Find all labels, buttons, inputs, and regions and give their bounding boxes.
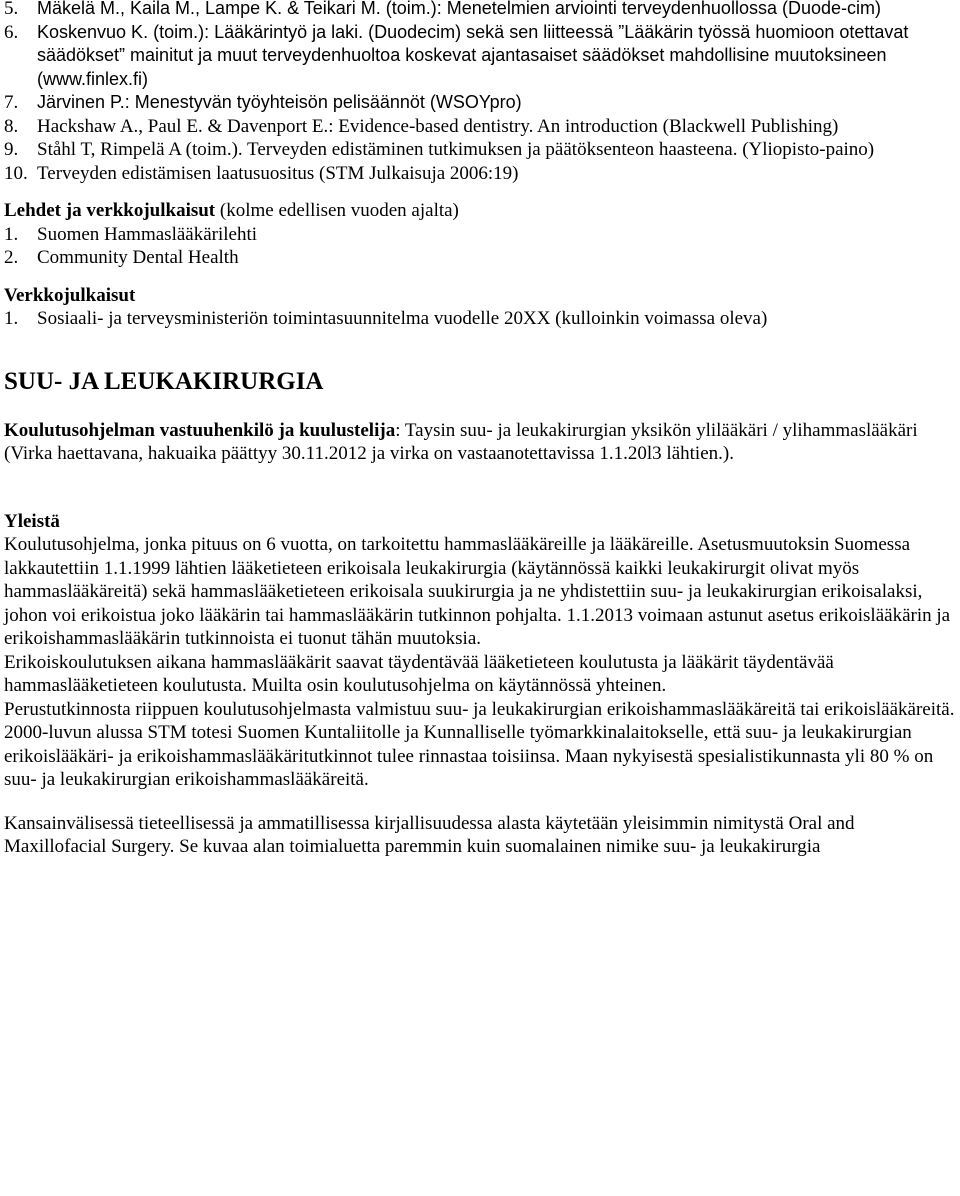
reference-item [4,115,956,139]
reference-list [4,0,956,185]
journal-item [4,223,956,247]
list-number: 6. [4,21,19,43]
journals-heading [4,199,956,223]
responsible-paragraph [4,419,956,466]
reference-item [4,21,956,92]
list-number: 1. [4,308,19,329]
general-paragraph: Koulutusohjelma, jonka pituus on 6 vuotta, on tarkoitettu hammaslääkäreille ja lääkäreille. Asetusmuutoksin Suomessa lakkautettiin 1.1.1999 lähtien lääketieteen erikoisala leukakirurgia (käytännössä kaikki leukakirurgit olivat myös hammaslääkäreitä) sekä hammaslääketieteen erikoisala suukirurgia ja ne yhdistettiin suu- ja leukakirurgian erikoisalaksi, johon voi erikoistua joko lääkärin tai hammaslääkärin tutkinnon pohjalta. 1.1.2013 voimaan astunut asetus erikoislääkärin ja erikoishammaslääkärin tutkinnoista ei tuonut tähän muutoksia. [4,534,951,649]
reference-item [4,0,956,21]
general-heading: Yleistä [4,510,60,532]
online-text: Sosiaali- ja terveysministeriön toimintasuunnitelma vuodelle 20XX (kulloinkin voimassa oleva) [37,308,768,329]
journals-heading-rest: (kolme edellisen vuoden ajalta) [215,200,459,221]
final-paragraph: Kansainvälisessä tieteellisessä ja ammatillisessa kirjallisuudessa alasta käytetään yleisimmin nimitystä Oral and Maxillofacial Surgery. Se kuvaa alan toimialuetta paremmin kuin suomalainen nimike suu- ja leukakirurgia [4,812,855,857]
list-number: 2. [4,247,19,268]
journals-heading-bold: Lehdet ja verkkojulkaisut [4,200,216,221]
responsible-label: Koulutusohjelman vastuuhenkilö ja kuulustelija [4,419,396,441]
general-paragraph: Erikoiskoulutuksen aikana hammaslääkärit saavat täydentävää lääketieteen koulutusta ja lääkärit täydentävää hammaslääketieteen koulutusta. Muilta osin koulutusohjelma on käytännössä yhteinen. [4,651,834,696]
list-number: 5. [4,0,19,19]
online-item [4,307,956,331]
reference-item [4,162,956,186]
reference-text: Terveyden edistämisen laatusuositus (STM Julkaisuja 2006:19) [37,162,519,184]
reference-item [4,138,956,162]
reference-text: Koskenvuo K. (toim.): Lääkärintyö ja laki. (Duodecim) sekä sen liitteessä ”Lääkärin työssä huomioon otettavat säädökset” mainitut ja muut terveydenhuoltoa koskevat ajantasaiset säädökset mahdollisine muutoksineen (www.finlex.fi) [37,21,909,89]
reference-item [4,91,956,115]
document-page [4,0,956,859]
reference-text: Mäkelä M., Kaila M., Lampe K. & Teikari M. (toim.): Menetelmien arviointi terveydenhuollossa (Duode-cim) [37,0,881,18]
online-heading: Verkkojulkaisut [4,284,136,306]
online-list [4,307,956,331]
list-number: 7. [4,92,19,113]
reference-text: Ståhl T, Rimpelä A (toim.). Terveyden edistäminen tutkimuksen ja päätöksenteon haasteena. (Yliopisto-paino) [37,139,875,160]
reference-text: Hackshaw A., Paul E. & Davenport E.: Evidence-based dentistry. An introduction (Blackwell Publishing) [37,115,839,137]
responsible-text: : Taysin suu- ja leukakirurgian yksikön ylilääkäri / ylihammaslääkäri (Virka haettavana, hakuaika päättyy 30.11.2012 ja virka on vastaanotettavissa 1.1.20l3 lähtien.). [4,419,918,464]
list-number: 10. [4,162,28,184]
journal-text: Suomen Hammaslääkärilehti [37,223,258,245]
section-title: SUU- JA LEUKAKIRURGIA [4,367,324,395]
journal-text: Community Dental Health [37,247,239,268]
journals-list [4,223,956,270]
general-paragraph: Perustutkinnosta riippuen koulutusohjelmasta valmistuu suu- ja leukakirurgian erikoishammaslääkäreitä tai erikoislääkäreitä. 2000-luvun alussa STM totesi Suomen Kuntaliitolle ja Kunnalliselle työmarkkinalaitokselle, että suu- ja leukakirurgian erikoislääkäri- ja erikoishammaslääkäritutkinnot tulee rinnastaa toisiinsa. Maan nykyisestä spesialistikunnasta yli 80 % on suu- ja leukakirurgian erikoishammaslääkäreitä. [4,698,955,790]
journal-item [4,246,956,270]
reference-text: Järvinen P.: Menestyvän työyhteisön pelisäännöt (WSOYpro) [37,92,522,112]
list-number: 8. [4,115,19,137]
list-number: 9. [4,139,19,160]
list-number: 1. [4,223,19,245]
